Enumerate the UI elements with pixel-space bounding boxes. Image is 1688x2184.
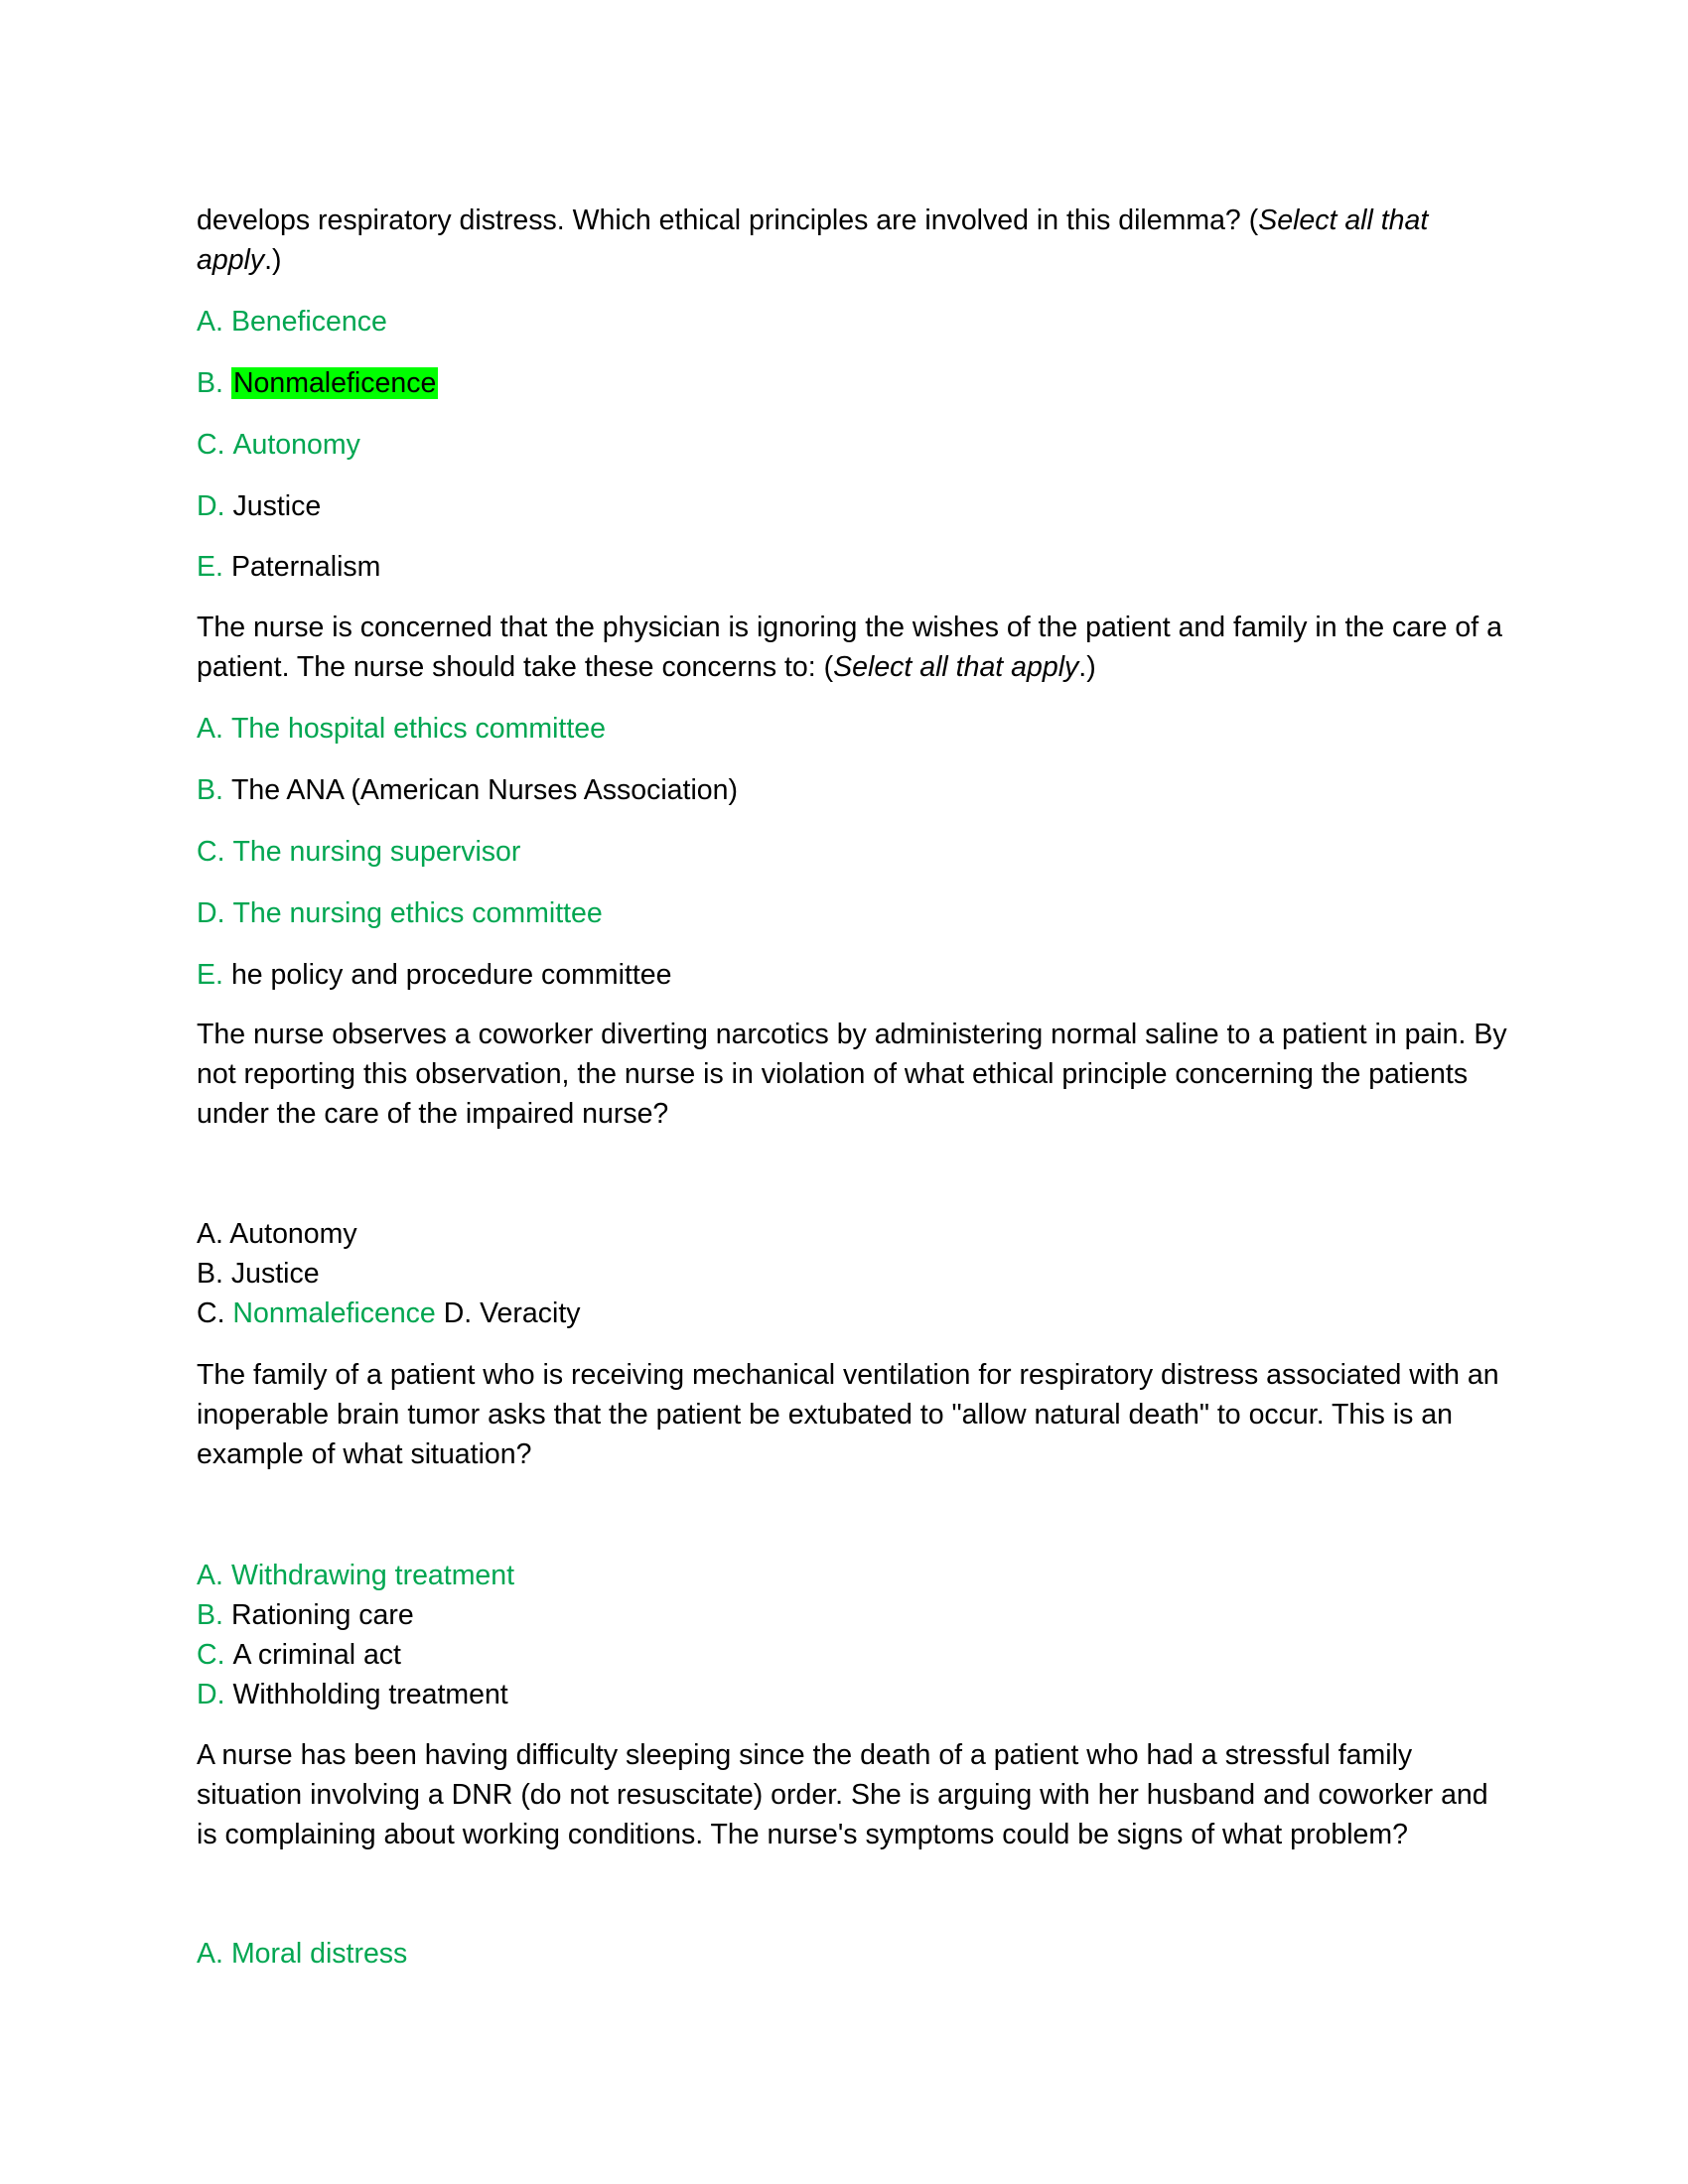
q4-option-b: B. Rationing care [197, 1599, 414, 1631]
q5-option-a: A. Moral distress [197, 1938, 408, 1970]
q3-stem-line-2: not reporting this observation, the nurse is in violation of what ethical principle concerning the patients [197, 1058, 1469, 1090]
q4-option-c: C. A criminal act [197, 1639, 401, 1671]
q3-option-a: A. Autonomy [197, 1218, 357, 1250]
q2-stem-line-1: The nurse is concerned that the physician is ignoring the wishes of the patient and family in the care of a [197, 612, 1502, 643]
q1-stem-line-2: apply.) [197, 244, 282, 276]
q2-stem-line-2: patient. The nurse should take these concerns to: (Select all that apply.) [197, 651, 1096, 683]
q2-option-c: C. The nursing supervisor [197, 836, 521, 868]
q2-option-e: E. he policy and procedure committee [197, 959, 672, 991]
q4-stem-line-2: inoperable brain tumor asks that the patient be extubated to "allow natural death" to occur. This is an [197, 1399, 1453, 1431]
q5-stem-line-1: A nurse has been having difficulty sleeping since the death of a patient who had a stressful family [197, 1739, 1413, 1771]
q2-option-b: B. The ANA (American Nurses Association) [197, 774, 738, 806]
q1-stem-line-1: develops respiratory distress. Which ethical principles are involved in this dilemma? (Select all that [197, 205, 1429, 236]
q1-option-e: E. Paternalism [197, 551, 381, 583]
q1-option-a: A. Beneficence [197, 306, 387, 338]
q5-stem-line-3: is complaining about working conditions. The nurse's symptoms could be signs of what problem? [197, 1819, 1408, 1850]
q1-option-c: C. Autonomy [197, 429, 360, 461]
q4-option-d: D. Withholding treatment [197, 1679, 508, 1710]
q3-stem-line-3: under the care of the impaired nurse? [197, 1098, 669, 1130]
highlighted-answer: Nonmaleficence [232, 367, 437, 399]
q5-stem-line-2: situation involving a DNR (do not resuscitate) order. She is arguing with her husband and coworker and [197, 1779, 1488, 1811]
q2-option-a: A. The hospital ethics committee [197, 713, 606, 745]
q3-stem-line-1: The nurse observes a coworker diverting narcotics by administering normal saline to a patient in pain. By [197, 1019, 1507, 1050]
q3-option-b: B. Justice [197, 1258, 320, 1290]
q4-stem-line-3: example of what situation? [197, 1438, 532, 1470]
q3-option-c-d: C. Nonmaleficence D. Veracity [197, 1297, 581, 1329]
q1-option-b: B. Nonmaleficence [197, 367, 437, 399]
q1-option-d: D. Justice [197, 490, 322, 522]
q2-option-d: D. The nursing ethics committee [197, 897, 603, 929]
q4-option-a: A. Withdrawing treatment [197, 1560, 515, 1591]
q4-stem-line-1: The family of a patient who is receiving mechanical ventilation for respiratory distress associated with an [197, 1359, 1499, 1391]
